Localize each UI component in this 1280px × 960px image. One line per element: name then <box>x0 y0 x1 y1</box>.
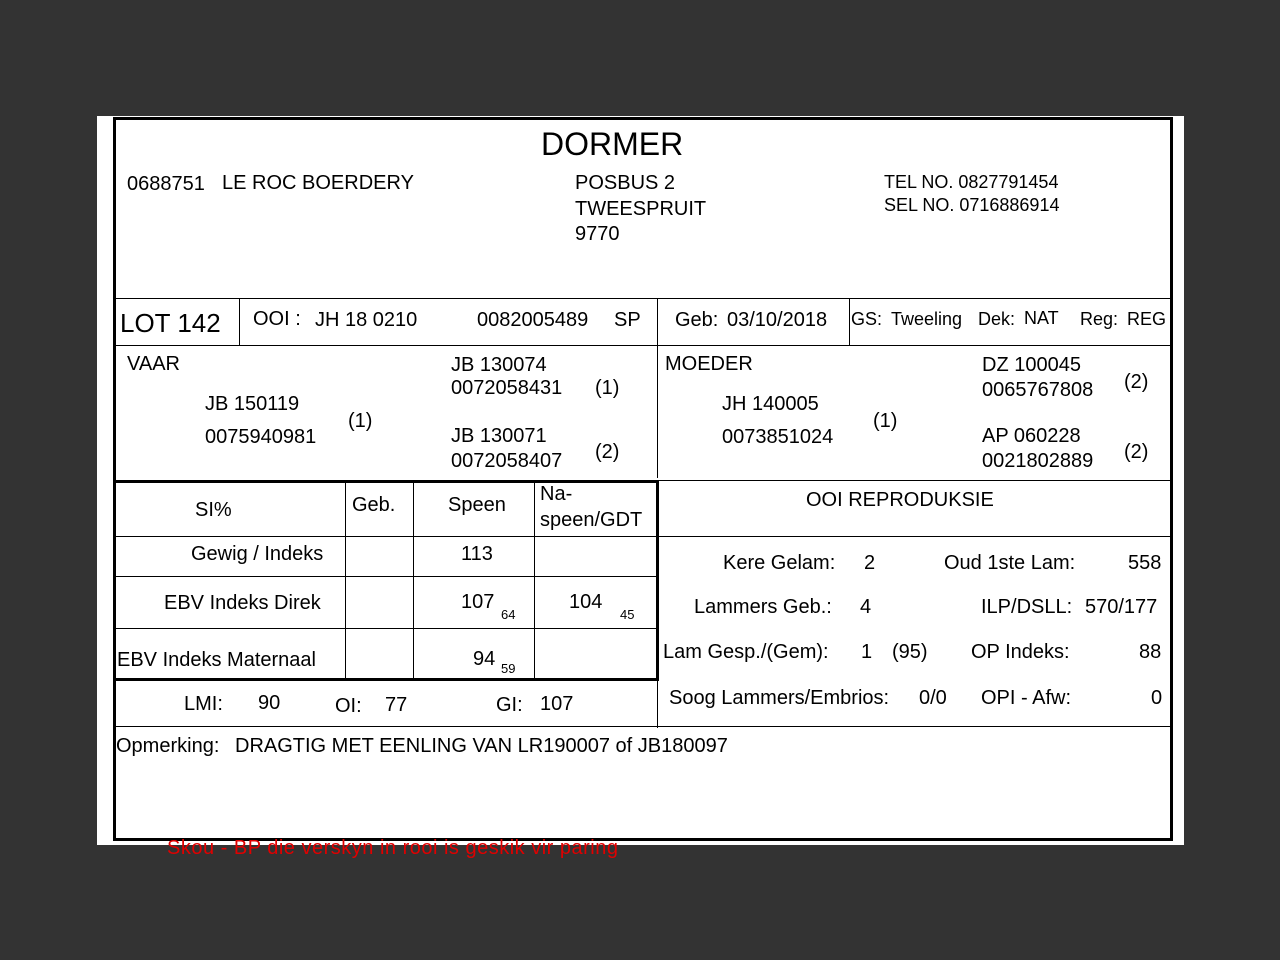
geb-divider <box>849 298 850 345</box>
moeder-id: JH 140005 <box>722 393 819 415</box>
perf-top-line <box>113 480 659 483</box>
moeder-dam-mark: (2) <box>1124 441 1149 463</box>
reg-label: Reg: <box>1080 309 1119 329</box>
oud-label: Oud 1ste Lam: <box>944 552 1076 574</box>
perf-col-si-divider <box>345 480 346 680</box>
vaar-number: 0075940981 <box>205 426 317 448</box>
lammers-value: 4 <box>860 596 872 618</box>
vaar-id: JB 150119 <box>205 393 300 415</box>
op-label: OP Indeks: <box>971 641 1070 663</box>
perf-header-line <box>113 536 1173 537</box>
moeder-number: 0073851024 <box>722 426 834 448</box>
moeder-sire-mark: (2) <box>1124 371 1149 393</box>
moeder-dam-id: AP 060228 <box>982 425 1081 447</box>
gs-label: GS: <box>851 309 883 329</box>
moeder-dam-number: 0021802889 <box>982 450 1094 472</box>
remark-text: DRAGTIG MET EENLING VAN LR190007 of JB180097 <box>235 735 728 757</box>
vaar-sire-mark: (1) <box>595 377 620 399</box>
frame-top-line <box>113 117 1173 120</box>
row-gewig-label: Gewig / Indeks <box>191 543 324 565</box>
row-direk-speen-accuracy: 64 <box>501 607 516 622</box>
ooi-number: 0082005489 <box>477 309 589 331</box>
soog-value: 0/0 <box>919 687 947 709</box>
indices-divider <box>657 678 658 728</box>
gesp-gem: (95) <box>892 641 928 663</box>
lmi-label: LMI: <box>184 693 223 715</box>
ooi-id: JH 18 0210 <box>315 309 418 331</box>
owner-address-1: POSBUS 2 <box>575 172 676 194</box>
breed-title: DORMER <box>541 126 684 162</box>
perf-row1-line <box>113 576 659 577</box>
footer-note: Skou - BP die verskyn in rooi is geskik vir paring <box>167 837 619 859</box>
dek-label: Dek: <box>978 309 1016 329</box>
gi-value: 107 <box>540 693 574 715</box>
owner-id: 0688751 <box>127 173 205 195</box>
row-gewig-speen: 113 <box>461 543 493 565</box>
lot-row-top-line <box>113 298 1173 299</box>
row-maternaal-speen-accuracy: 59 <box>501 661 516 676</box>
remark-label: Opmerking: <box>116 735 220 757</box>
row-maternaal-speen: 94 <box>473 648 496 670</box>
perf-row2-line <box>113 628 659 629</box>
vaar-label: VAAR <box>127 353 180 375</box>
col-naspeen-header-2: speen/GDT <box>540 509 643 531</box>
ooi-label: OOI : <box>253 308 301 330</box>
moeder-label: MOEDER <box>665 353 753 375</box>
col-speen-header: Speen <box>448 494 506 516</box>
frame-left-line <box>113 117 116 839</box>
row-direk-naspeen-accuracy: 45 <box>620 607 635 622</box>
lot-pedigree-divider <box>657 298 658 478</box>
repro-title: OOI REPRODUKSIE <box>806 489 994 511</box>
geb-date: 03/10/2018 <box>727 309 828 331</box>
kere-label: Kere Gelam: <box>723 552 836 574</box>
soog-label: Soog Lammers/Embrios: <box>669 687 890 709</box>
gs-value: Tweeling <box>891 309 963 329</box>
gesp-label: Lam Gesp./(Gem): <box>663 641 829 663</box>
perf-bottom-line <box>113 726 1173 727</box>
perf-right-border <box>656 480 659 680</box>
oi-value: 77 <box>385 694 408 716</box>
reg-value: REG <box>1127 309 1167 329</box>
oi-label: OI: <box>335 695 362 717</box>
perf-col-speen-divider <box>534 480 535 680</box>
gi-label: GI: <box>496 694 523 716</box>
col-geb-header: Geb. <box>352 494 396 516</box>
col-si-header: SI% <box>195 499 232 521</box>
row-direk-naspeen: 104 <box>569 591 603 613</box>
kere-value: 2 <box>864 552 876 574</box>
vaar-dam-number: 0072058407 <box>451 450 563 472</box>
owner-sel: SEL NO. 0716886914 <box>884 195 1060 215</box>
ilp-value: 570/177 <box>1085 596 1158 618</box>
owner-address-3: 9770 <box>575 223 620 245</box>
opi-value: 0 <box>1151 687 1163 709</box>
auction-catalogue-sheet <box>97 116 1184 859</box>
perf-col-geb-divider <box>413 480 414 680</box>
moeder-sire-number: 0065767808 <box>982 379 1094 401</box>
row-direk-label: EBV Indeks Direk <box>164 592 321 614</box>
dek-value: NAT <box>1024 308 1059 328</box>
owner-tel: TEL NO. 0827791454 <box>884 172 1059 192</box>
moeder-mark: (1) <box>873 410 898 432</box>
geb-label: Geb: <box>675 309 719 331</box>
ilp-label: ILP/DSLL: <box>981 596 1073 618</box>
repro-top-line <box>659 480 1173 481</box>
lmi-value: 90 <box>258 692 281 714</box>
col-naspeen-header-1: Na- <box>540 483 573 505</box>
lammers-label: Lammers Geb.: <box>694 596 832 618</box>
gesp-value: 1 <box>861 641 873 663</box>
lot-number: LOT 142 <box>120 308 221 338</box>
row-maternaal-label: EBV Indeks Maternaal <box>117 649 316 671</box>
owner-address-2: TWEESPRUIT <box>575 198 707 220</box>
vaar-sire-id: JB 130074 <box>451 354 547 376</box>
vaar-mark: (1) <box>348 410 373 432</box>
row-direk-speen: 107 <box>461 591 495 613</box>
owner-name: LE ROC BOERDERY <box>222 172 414 194</box>
frame-right-line <box>1170 117 1173 839</box>
ooi-code: SP <box>614 309 641 331</box>
vaar-sire-number: 0072058431 <box>451 377 563 399</box>
moeder-sire-id: DZ 100045 <box>982 354 1081 376</box>
vaar-dam-mark: (2) <box>595 441 620 463</box>
lot-row-bottom-line <box>113 345 1173 346</box>
vaar-dam-id: JB 130071 <box>451 425 547 447</box>
perf-row3-line <box>113 678 659 681</box>
op-value: 88 <box>1139 641 1162 663</box>
oud-value: 558 <box>1128 552 1162 574</box>
opi-label: OPI - Afw: <box>981 687 1072 709</box>
lot-divider <box>239 298 240 345</box>
